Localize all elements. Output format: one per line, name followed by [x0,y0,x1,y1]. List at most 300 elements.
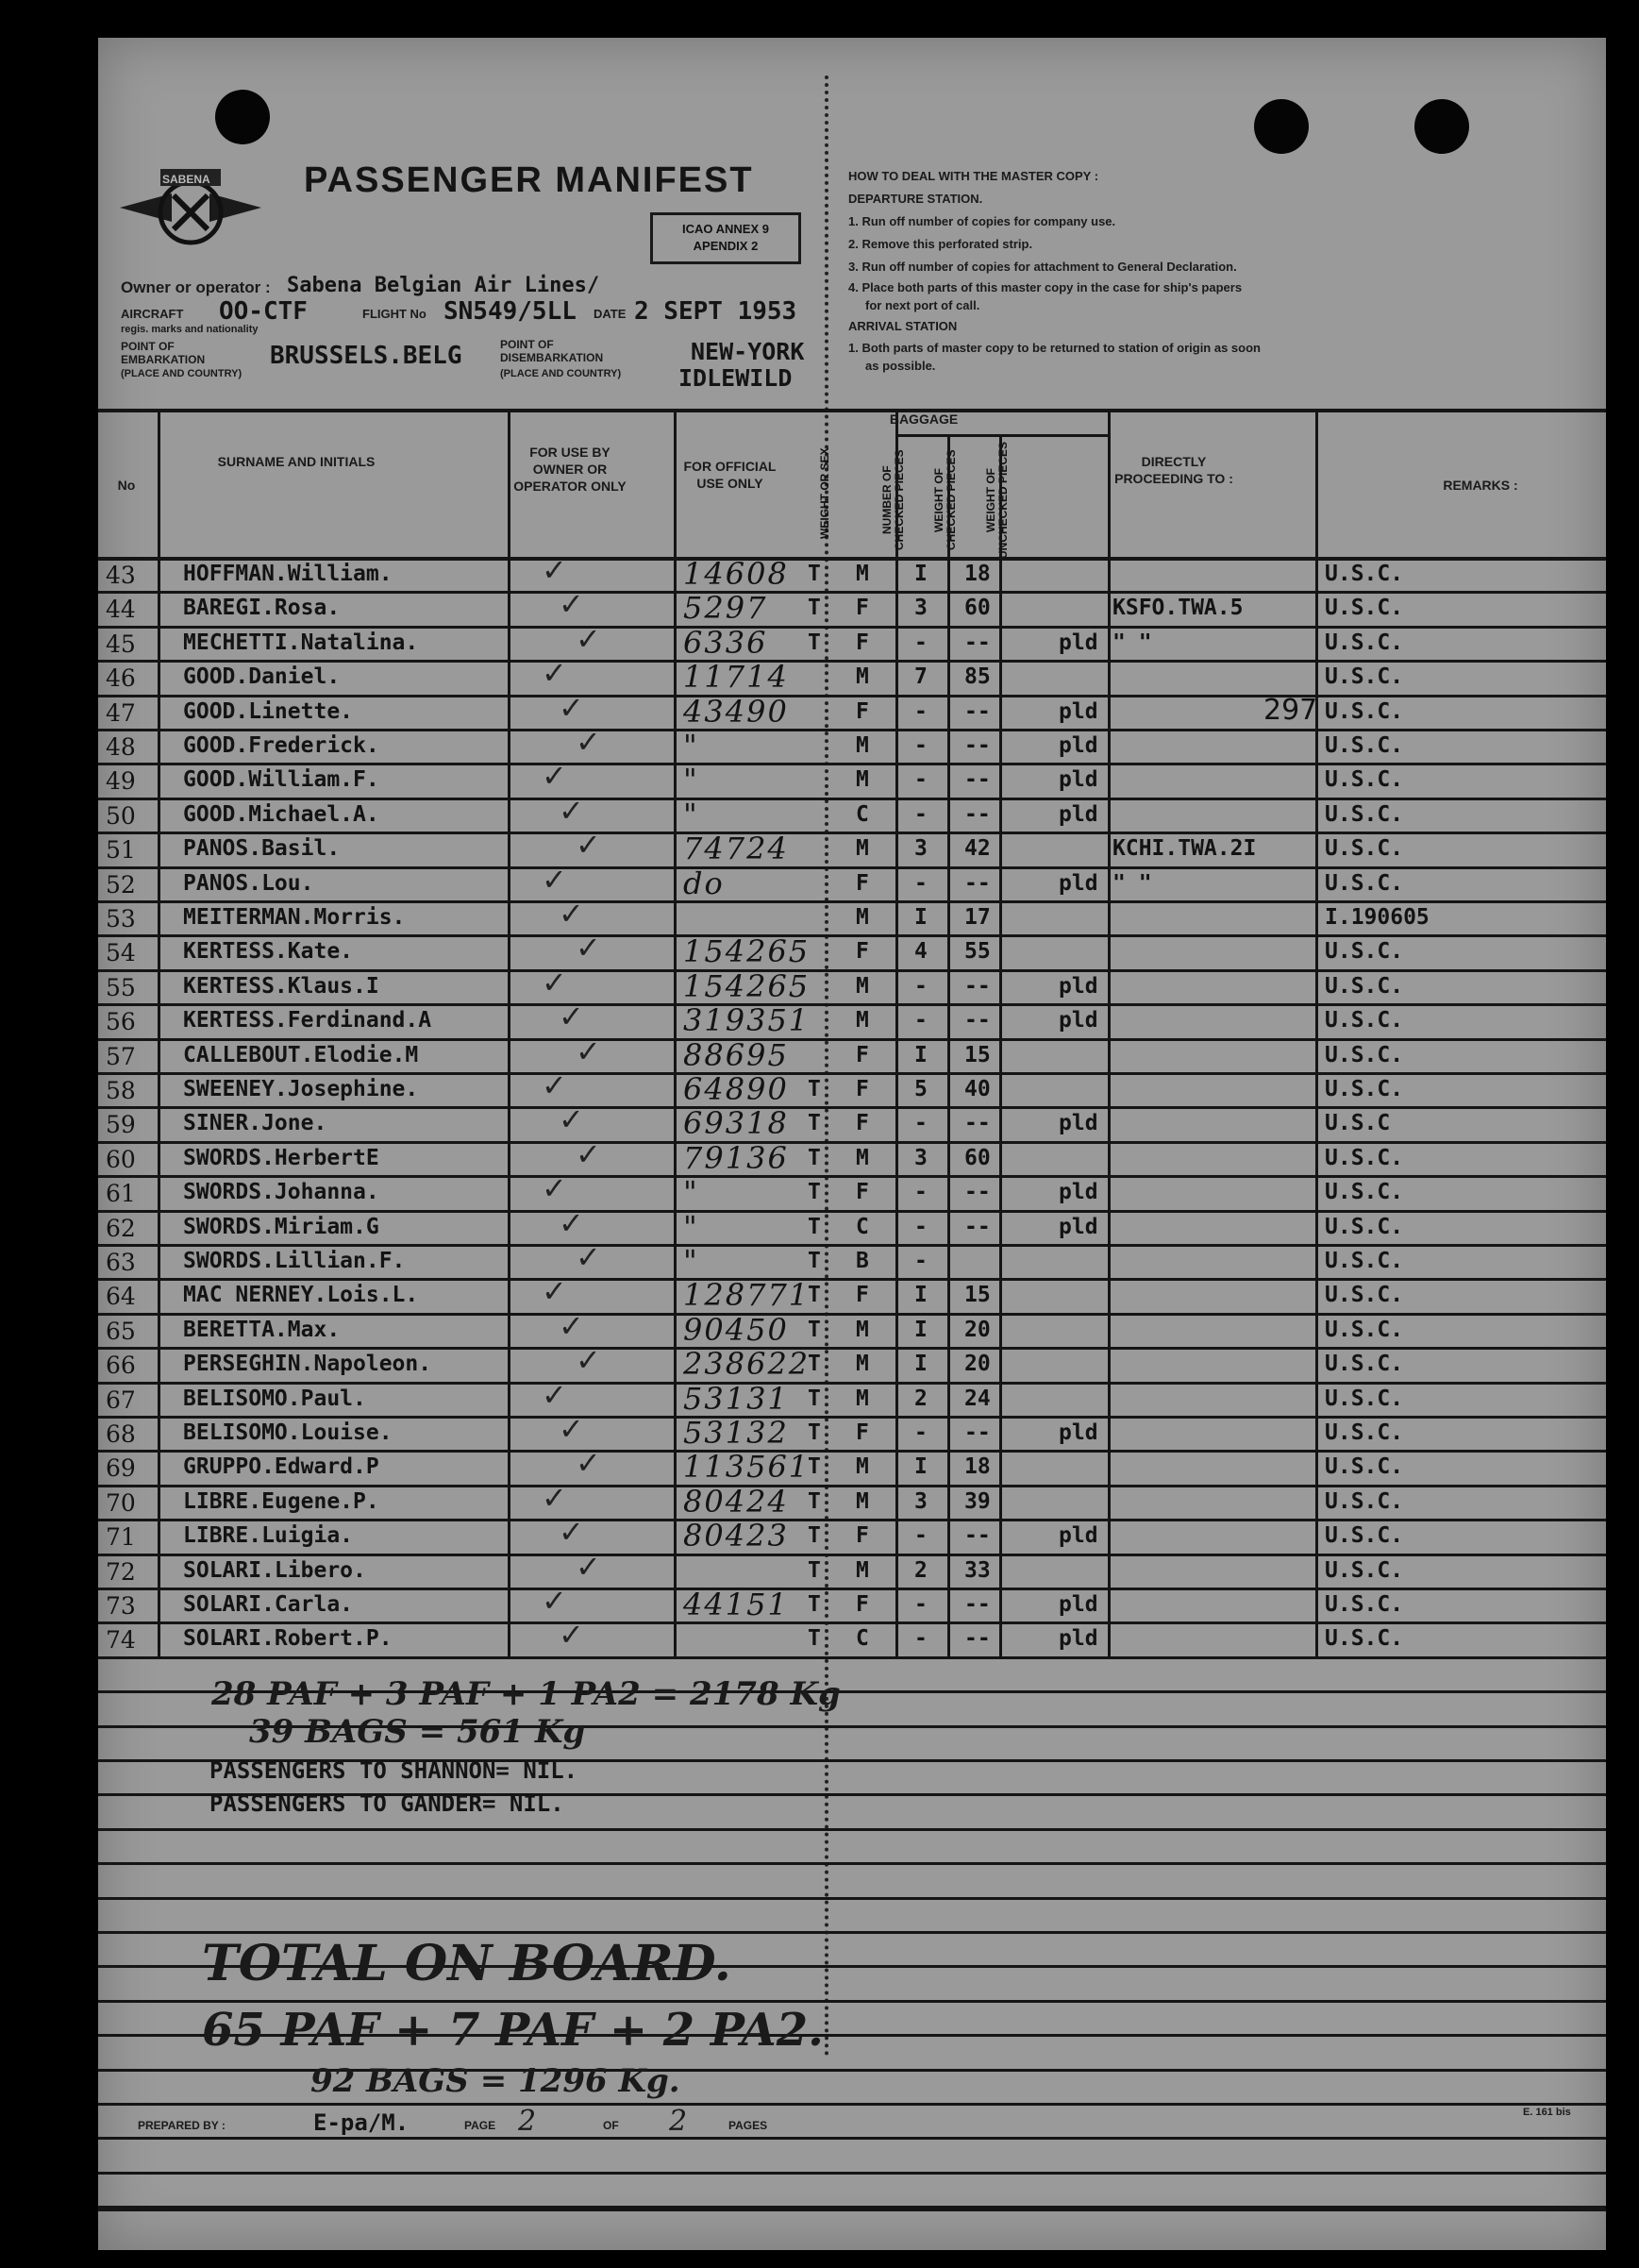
checked-weight: 24 [964,1386,991,1411]
grid-line [1315,409,1318,1656]
check-mark-icon: ✓ [559,792,584,829]
check-mark-icon: ✓ [576,1033,601,1069]
check-mark-icon: ✓ [559,1204,584,1241]
unchecked-weight: pld [1059,870,1098,896]
row-number: 71 [106,1523,136,1552]
row-number: 48 [106,733,136,761]
checked-weight: 17 [964,905,991,930]
unchecked-weight: pld [1059,1626,1098,1652]
transit-mark: T [808,1145,821,1170]
passenger-name: SOLARI.Carla. [183,1592,354,1617]
unchecked-weight: pld [1059,1214,1098,1239]
remarks: U.S.C. [1325,1454,1404,1480]
disembark-value2: IDLEWILD [678,364,793,392]
row-number: 51 [106,836,136,865]
weight-sex: F [856,1283,869,1308]
passenger-name: GOOD.Linette. [183,698,354,724]
official-number: 79136 [683,1139,789,1176]
remarks: U.S.C. [1325,1214,1404,1239]
passenger-name: LIBRE.Eugene.P. [183,1488,379,1514]
remarks: U.S.C. [1325,939,1404,965]
official-number: 319351 [683,1002,811,1039]
weight-sex: M [856,767,869,793]
check-mark-icon: ✓ [542,1376,567,1413]
page-label: PAGE [464,2119,496,2132]
checked-pieces: I [914,1454,928,1480]
remarks: U.S.C. [1325,836,1404,862]
grid-line [98,1828,1606,1831]
weight-sex: M [856,1008,869,1033]
official-number: " [683,1208,699,1245]
embark-value: BRUSSELS.BELG [270,342,462,370]
grid-line [98,1313,1606,1316]
icao-line: APENDIX 2 [693,239,759,253]
owner-value: Sabena Belgian Air Lines/ [287,274,600,297]
grid-line [98,832,1606,834]
remarks: U.S.C. [1325,596,1404,621]
checked-pieces: 3 [914,596,928,621]
weight-sex: C [856,1626,869,1652]
row-number: 58 [106,1077,136,1104]
weight-sex: M [856,973,869,999]
grid-line [98,866,1606,869]
row-number: 62 [106,1214,136,1242]
proceeding-to: " " [1112,630,1152,655]
checked-pieces: 5 [914,1077,928,1101]
prepared-label: PREPARED BY : [138,2119,226,2132]
checked-weight: 85 [964,664,991,690]
unchecked-weight: pld [1059,1523,1098,1549]
row-number: 63 [106,1249,136,1276]
transit-mark: T [808,1488,821,1514]
form-code: E. 161 bis [1523,2107,1571,2118]
instructions-line: 1. Run off number of copies for company use. [848,214,1116,228]
row-number: 60 [106,1145,136,1173]
remarks: U.S.C. [1325,870,1404,896]
grid-line [98,1106,1606,1109]
remarks: I.190605 [1325,905,1430,930]
checked-weight: -- [964,733,991,758]
check-mark-icon: ✓ [559,1411,584,1447]
remarks: U.S.C. [1325,630,1404,655]
checked-weight: 33 [964,1557,991,1583]
grid-line [158,409,160,1656]
official-number: " [683,796,699,832]
total-line1: 65 PAF + 7 PAF + 2 PA2. [202,2004,824,2057]
instructions-line: 3. Run off number of copies for attachment to General Declaration. [848,260,1237,274]
grid-line [98,1416,1606,1419]
total-line2: 92 BAGS = 1296 Kg. [310,2062,680,2100]
official-number: 64890 [683,1071,789,1107]
grid-line [98,1554,1606,1556]
checked-pieces: I [914,1317,928,1342]
check-mark-icon: ✓ [542,655,567,692]
passenger-name: LIBRE.Luigia. [183,1523,354,1549]
remarks: U.S.C. [1325,1557,1404,1583]
col-header-official: FOR OFFICIAL USE ONLY [683,459,777,491]
grid-line [1108,409,1111,1656]
checked-pieces: - [914,870,928,896]
remarks: U.S.C. [1325,562,1404,586]
col-header-num-pieces: NUMBER OF CHECKED PIECES [880,449,906,551]
check-mark-icon: ✓ [542,1273,567,1310]
checked-weight: -- [964,1008,991,1033]
transit-mark: T [808,596,821,621]
proceeding-to: KSFO.TWA.5 [1112,596,1244,621]
checked-pieces: - [914,1249,928,1273]
unchecked-weight: pld [1059,1111,1098,1136]
transit-mark: T [808,1214,821,1239]
row-number: 43 [106,562,136,589]
checked-pieces: - [914,1523,928,1549]
passenger-name: SOLARI.Libero. [183,1557,366,1583]
checked-pieces: 7 [914,664,928,690]
checked-weight: -- [964,1214,991,1239]
official-number: 53131 [683,1380,789,1417]
check-mark-icon: ✓ [559,1617,584,1654]
checked-pieces: 4 [914,939,928,965]
passenger-name: KERTESS.Klaus.I [183,973,379,999]
passenger-name: PANOS.Basil. [183,836,341,862]
weight-sex: F [856,1077,869,1101]
weight-sex: F [856,870,869,896]
checked-pieces: - [914,973,928,999]
remarks: U.S.C. [1325,1420,1404,1445]
checked-weight: 42 [964,836,991,862]
instructions-title: HOW TO DEAL WITH THE MASTER COPY : [848,169,1099,183]
checked-pieces: - [914,1420,928,1445]
checked-weight: -- [964,1592,991,1617]
check-mark-icon: ✓ [576,930,601,966]
instructions-line: as possible. [865,359,936,373]
grid-line [98,934,1606,937]
summary-line2: 39 BAGS = 561 Kg [249,1713,586,1751]
checked-pieces: - [914,1180,928,1205]
grid-line [98,1862,1606,1865]
checked-weight: -- [964,698,991,724]
transit-mark: T [808,1352,821,1377]
grid-line [98,591,1606,594]
grid-line [98,729,1606,731]
grid-line [98,409,1606,412]
grid-line [98,1588,1606,1590]
passenger-name: HOFFMAN.William. [183,562,393,586]
prepared-value: E-pa/M. [313,2109,410,2136]
grid-line [98,626,1606,629]
passenger-name: PERSEGHIN.Napoleon. [183,1352,432,1377]
weight-sex: C [856,801,869,827]
weight-sex: F [856,939,869,965]
instructions-line: 1. Both parts of master copy to be returned to station of origin as soon [848,341,1261,355]
disembark-label: DISEMBARKATION [500,351,604,364]
check-mark-icon: ✓ [559,999,584,1035]
checked-weight: -- [964,973,991,999]
unchecked-weight: pld [1059,973,1098,999]
passenger-name: CALLEBOUT.Elodie.M [183,1042,419,1067]
grid-line [98,969,1606,972]
remarks: U.S.C. [1325,1042,1404,1067]
check-mark-icon: ✓ [542,964,567,1000]
transit-mark: T [808,1557,821,1583]
official-number: " [683,762,699,798]
transit-mark: T [808,1420,821,1445]
aircraft-value: OO-CTF [219,297,308,326]
check-mark-icon: ✓ [576,1548,601,1585]
of-value: 2 [669,2105,688,2138]
col-header-surname: SURNAME AND INITIALS [217,454,376,469]
grid-line [895,409,898,1656]
checked-pieces: 2 [914,1386,928,1411]
row-number: 64 [106,1283,136,1311]
official-number: 90450 [683,1311,789,1348]
grid-line [98,2000,1606,2003]
passenger-name: BAREGI.Rosa. [183,596,341,621]
summary-line1: 28 PAF + 3 PAF + 1 PA2 = 2178 Kg [211,1675,841,1713]
grid-line [98,1278,1606,1281]
grid-line [98,1347,1606,1350]
transit-mark: T [808,1249,821,1273]
row-number: 57 [106,1042,136,1070]
weight-sex: M [856,1352,869,1377]
unchecked-weight: pld [1059,801,1098,827]
weight-sex: M [856,1386,869,1411]
row-number: 74 [106,1626,136,1655]
checked-weight: -- [964,1111,991,1136]
gander-line: PASSENGERS TO GANDER= NIL. [209,1790,564,1817]
grid-line [508,409,510,1656]
checked-weight: -- [964,1420,991,1445]
transit-mark: T [808,1626,821,1652]
grid-line [98,1450,1606,1453]
transit-mark: T [808,562,821,586]
official-number: do [683,865,725,901]
checked-pieces: 3 [914,836,928,862]
passenger-name: SWORDS.Johanna. [183,1180,379,1205]
passenger-name: KERTESS.Kate. [183,939,354,965]
weight-sex: M [856,1145,869,1170]
weight-sex: F [856,1180,869,1205]
passenger-name: MAC NERNEY.Lois.L. [183,1283,419,1308]
flight-label: FLIGHT No [362,307,426,321]
grid-line [98,798,1606,800]
check-mark-icon: ✓ [559,1101,584,1138]
checked-weight: -- [964,767,991,793]
proceeding-to: KCHI.TWA.2I [1112,836,1257,862]
grid-line [98,900,1606,903]
row-number: 68 [106,1420,136,1448]
checked-pieces: - [914,733,928,758]
col-header-proceeding: DIRECTLY PROCEEDING TO : [1114,454,1233,486]
check-mark-icon: ✓ [576,620,601,657]
remarks: U.S.C. [1325,1626,1404,1652]
instructions-block [848,165,1261,375]
passenger-name: MEITERMAN.Morris. [183,905,406,930]
weight-sex: C [856,1214,869,1239]
passenger-name: SWORDS.Miriam.G [183,1214,379,1239]
manifest-sheet [98,38,1606,2250]
official-number: 128771 [683,1277,811,1314]
grid-line [98,660,1606,663]
weight-sex: B [856,1249,869,1273]
grid-line [98,763,1606,765]
checked-pieces: - [914,698,928,724]
remarks: U.S.C. [1325,1386,1404,1411]
check-mark-icon: ✓ [542,1479,567,1516]
remarks: U.S.C. [1325,767,1404,793]
checked-weight: 60 [964,596,991,621]
grid-line [98,1897,1606,1900]
checked-weight: 40 [964,1077,991,1101]
row-number: 53 [106,905,136,932]
checked-pieces: - [914,1008,928,1033]
check-mark-icon: ✓ [542,758,567,795]
row-number: 46 [106,664,136,693]
check-mark-icon: ✓ [542,1170,567,1207]
row-number: 54 [106,939,136,967]
weight-sex: F [856,1111,869,1136]
checked-pieces: - [914,1592,928,1617]
page-value: 2 [518,2105,537,2138]
col-header-owner-use: FOR USE BY OWNER OR OPERATOR ONLY [513,445,627,494]
row-number: 66 [106,1352,136,1380]
disembark-label: POINT OF [500,338,554,351]
passenger-name: GOOD.Frederick. [183,733,379,758]
grid-line [98,1244,1606,1247]
row-number: 69 [106,1454,136,1483]
passenger-name: MECHETTI.Natalina. [183,630,419,655]
grid-line [98,557,1606,561]
grid-line [98,1072,1606,1075]
instructions-line: for next port of call. [865,298,980,312]
official-number: 80424 [683,1483,789,1520]
passenger-name: BELISOMO.Louise. [183,1420,393,1445]
passenger-name: GRUPPO.Edward.P [183,1454,379,1480]
row-number: 59 [106,1111,136,1139]
remarks: U.S.C. [1325,698,1404,724]
regis-label: regis. marks and nationality [121,324,259,335]
grid-line [98,1382,1606,1385]
grid-line [98,1931,1606,1934]
official-number: 238622 [683,1346,811,1383]
weight-sex: F [856,630,869,655]
check-mark-icon: ✓ [559,896,584,932]
of-label: OF [603,2119,619,2132]
row-number: 67 [106,1386,136,1414]
unchecked-weight: pld [1059,767,1098,793]
date-value: 2 SEPT 1953 [634,297,797,326]
unchecked-weight: pld [1059,1420,1098,1445]
checked-pieces: 3 [914,1145,928,1170]
remarks: U.S.C. [1325,733,1404,758]
checked-weight: 18 [964,1454,991,1480]
passenger-name: SINER.Jone. [183,1111,327,1136]
shannon-line: PASSENGERS TO SHANNON= NIL. [209,1757,578,1784]
punch-hole [1414,99,1469,154]
grid-line [98,1656,1606,1659]
grid-line [98,1141,1606,1144]
checked-weight: 20 [964,1352,991,1377]
check-mark-icon: ✓ [542,861,567,898]
official-number: 43490 [683,693,789,730]
row-number: 52 [106,870,136,899]
weight-sex: F [856,698,869,724]
weight-sex: M [856,1488,869,1514]
grid-line [674,409,677,1656]
transit-mark: T [808,1454,821,1480]
remarks: U.S.C. [1325,1488,1404,1514]
row-number: 49 [106,767,136,796]
disembark-value: NEW-YORK [691,338,805,365]
official-number: " [683,1174,699,1211]
check-mark-icon: ✓ [576,1135,601,1172]
checked-weight: 15 [964,1042,991,1067]
embark-place: (PLACE AND COUNTRY) [121,368,243,379]
unchecked-weight: pld [1059,733,1098,758]
passenger-name: BERETTA.Max. [183,1317,341,1342]
checked-pieces: - [914,767,928,793]
remarks: U.S.C. [1325,1592,1404,1617]
disembark-place: (PLACE AND COUNTRY) [500,368,622,379]
weight-sex: M [856,733,869,758]
checked-pieces: I [914,1283,928,1308]
grid-line [98,1519,1606,1521]
official-number: 14608 [683,556,789,592]
grid-line [98,1175,1606,1178]
row-number: 56 [106,1008,136,1036]
weight-sex: F [856,1420,869,1445]
check-mark-icon: ✓ [559,586,584,623]
grid-line [98,695,1606,697]
official-number: 44151 [683,1587,789,1622]
remarks: U.S.C. [1325,1352,1404,1377]
transit-mark: T [808,1111,821,1136]
owner-label: Owner or operator : [121,278,271,296]
punch-hole [215,90,270,144]
col-header-baggage: BAGGAGE [889,412,959,427]
instructions-heading: DEPARTURE STATION. [848,192,983,206]
weight-sex: M [856,905,869,930]
check-mark-icon: ✓ [559,1307,584,1344]
instructions-line: 2. Remove this perforated strip. [848,237,1033,251]
checked-pieces: I [914,1042,928,1067]
checked-pieces: I [914,562,928,586]
official-number: 88695 [683,1036,789,1073]
remarks: U.S.C. [1325,1145,1404,1170]
transit-mark: T [808,1180,821,1205]
checked-weight: 20 [964,1317,991,1342]
remarks: U.S.C. [1325,1077,1404,1101]
checked-weight: 60 [964,1145,991,1170]
row-number: 50 [106,801,136,830]
remarks: U.S.C. [1325,1283,1404,1308]
checked-pieces: - [914,801,928,827]
row-number: 45 [106,630,136,658]
passenger-name: SWEENEY.Josephine. [183,1077,419,1101]
checked-pieces: - [914,1214,928,1239]
grid-line [98,2103,1606,2106]
row-number: 72 [106,1557,136,1586]
page-title: PASSENGER MANIFEST [304,160,754,200]
checked-pieces: I [914,1352,928,1377]
grid-line [98,2137,1606,2140]
checked-pieces: - [914,1111,928,1136]
total-label: TOTAL ON BOARD. [202,1935,731,1992]
checked-weight: -- [964,1626,991,1652]
icao-annex-stamp [650,212,801,264]
weight-sex: F [856,1592,869,1617]
official-number: " [683,728,699,764]
transit-mark: T [808,630,821,655]
